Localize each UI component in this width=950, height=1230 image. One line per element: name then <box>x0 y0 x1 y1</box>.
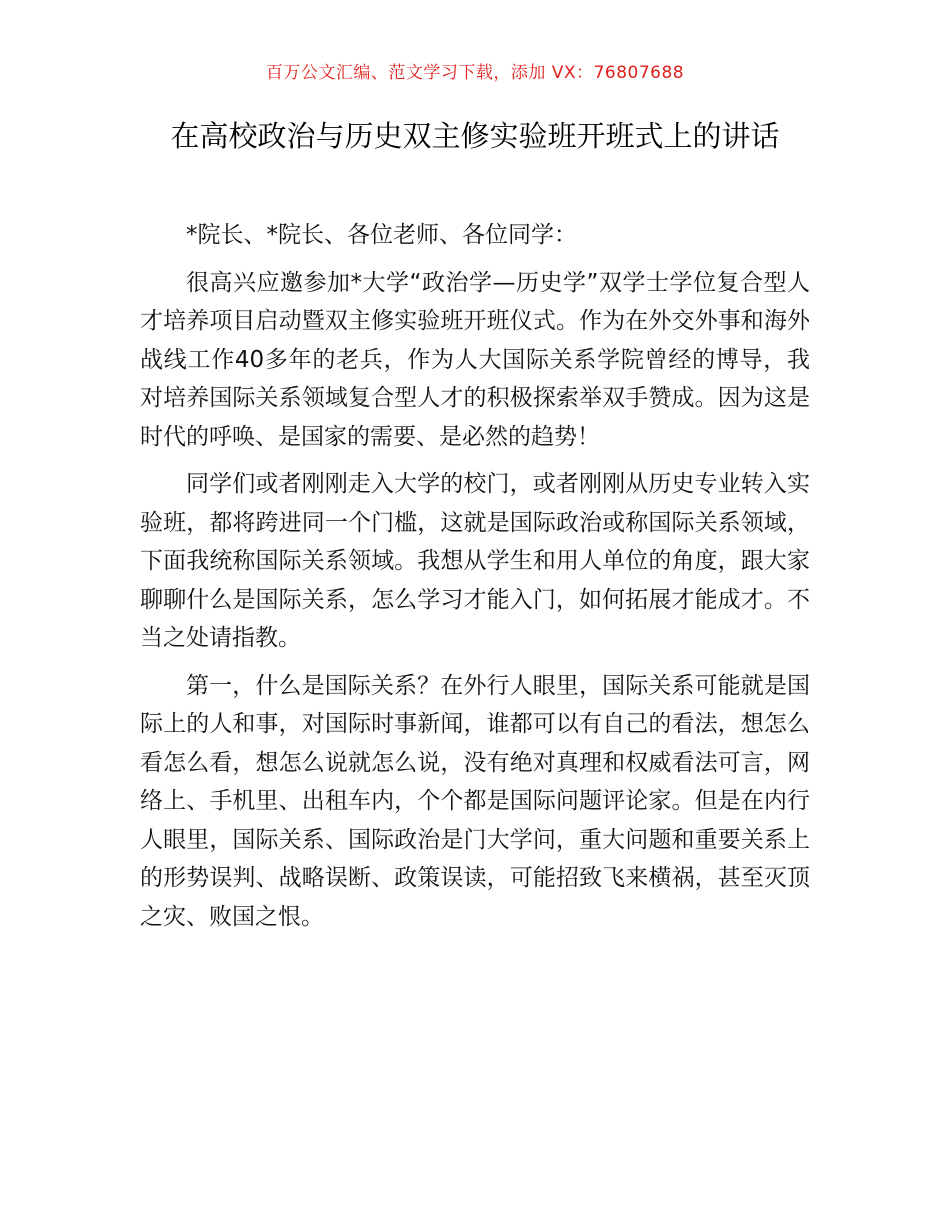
body-paragraph: 很高兴应邀参加*大学“政治学—历史学”双学士学位复合型人才培养项目启动暨双主修实验班开班仪式。作为在外交外事和海外战线工作40多年的老兵，作为人大国际关系学院曾经的博导，我对培养国际关系领域复合型人才的积极探索举双手赞成。因为这是时代的呼唤、是国家的需要、是必然的趋势！ <box>140 269 810 450</box>
page-title: 在高校政治与历史双主修实验班开班式上的讲话 <box>170 119 780 153</box>
body-paragraph: 第一，什么是国际关系？在外行人眼里，国际关系可能就是国际上的人和事，对国际时事新闻，谁都可以有自己的看法，想怎么看怎么看，想怎么说就怎么说，没有绝对真理和权威看法可言，网络上、手机里、出租车内，个个都是国际问题评论家。但是在内行人眼里，国际关系、国际政治是门大学问，重大问题和重要关系上的形势误判、战略误断、政策误读，可能招致飞来横祸，甚至灭顶之灾、败国之恨。 <box>140 672 810 930</box>
header-watermark-note: 百万公文汇编、范文学习下载，添加 VX：76807688 <box>265 63 685 83</box>
salutation-paragraph: *院长、*院长、各位老师、各位同学： <box>186 222 577 248</box>
document-body <box>140 216 810 945</box>
body-paragraph: 同学们或者刚刚走入大学的校门，或者刚刚从历史专业转入实验班，都将跨进同一个门槛，这就是国际政治或称国际关系领域，下面我统称国际关系领域。我想从学生和用人单位的角度，跟大家聊聊什么是国际关系，怎么学习才能入门，如何拓展才能成才。不当之处请指教。 <box>140 471 810 651</box>
